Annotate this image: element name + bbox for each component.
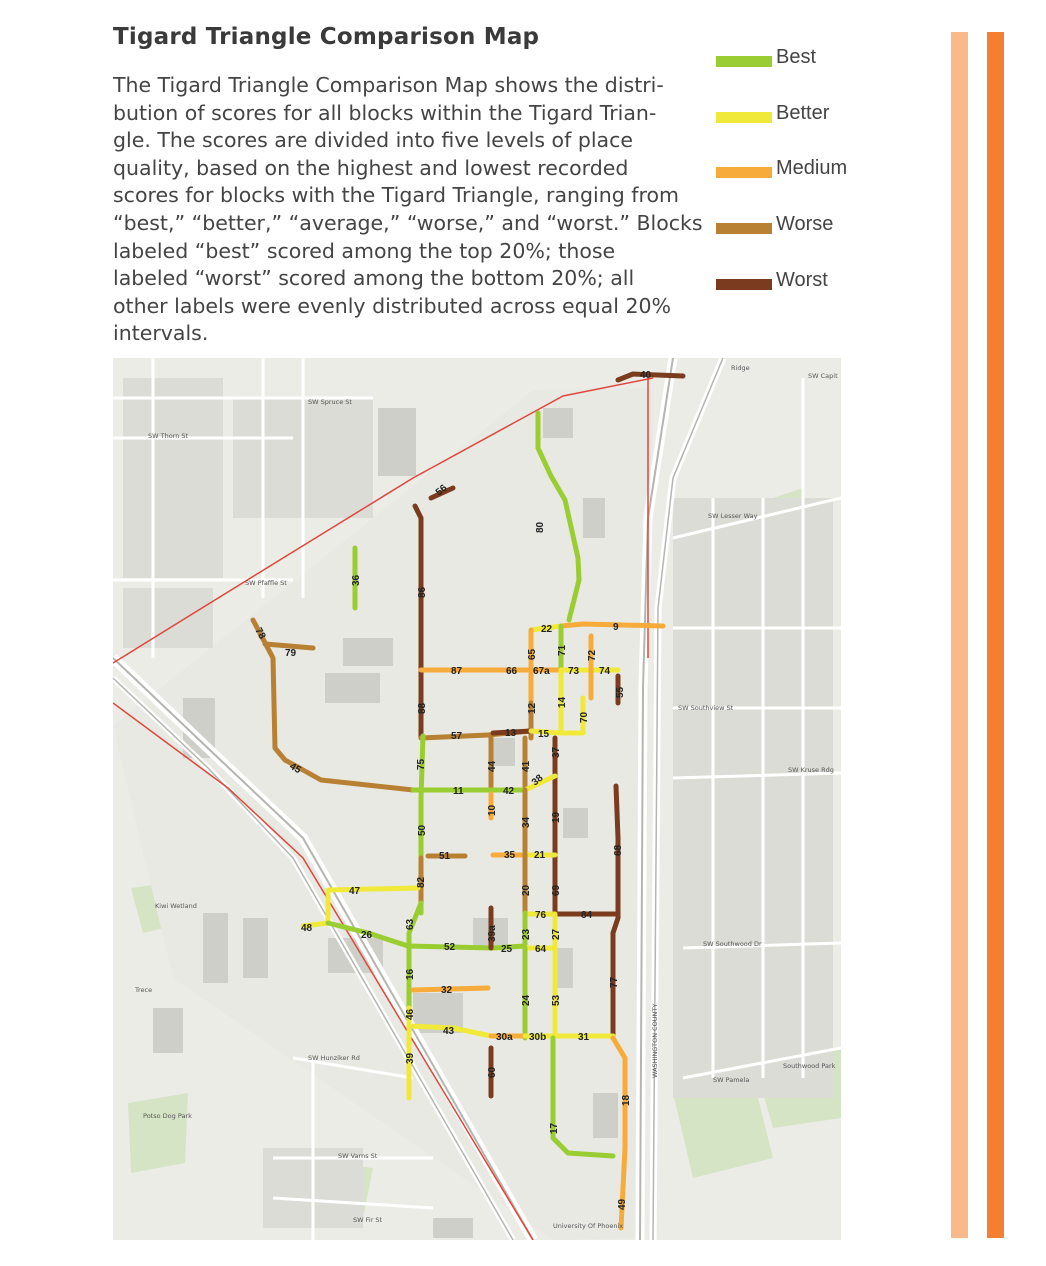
- segment-label: 31: [578, 1032, 590, 1043]
- map-canvas[interactable]: [113, 358, 841, 1240]
- segment-label: 69: [551, 884, 562, 896]
- description-line: intervals.: [113, 321, 209, 346]
- segment-label: 84: [581, 910, 593, 921]
- decorative-bar-dark: [987, 32, 1004, 1238]
- street-label: SW Spruce St: [308, 398, 352, 406]
- legend-swatch-medium: [716, 167, 772, 178]
- segment-label: 77: [609, 976, 620, 988]
- segment-label: 71: [557, 644, 568, 656]
- segment-label: 30b: [529, 1032, 547, 1043]
- segment-label: 39: [405, 1052, 416, 1064]
- legend-item-medium: [716, 157, 886, 187]
- segment-label: 47: [349, 886, 361, 897]
- segment-label: 67a: [533, 666, 550, 677]
- street-label: Kiwi Wetland: [155, 902, 197, 910]
- street-label: SW Southwood Dr: [703, 940, 762, 948]
- legend-label-best: Best: [776, 46, 817, 68]
- segment-label: 79: [285, 648, 297, 659]
- segment-label: 40: [640, 370, 652, 381]
- street-label: Potso Dog Park: [143, 1112, 192, 1120]
- decorative-bar-light: [951, 32, 968, 1238]
- segment-label: 9: [613, 622, 619, 633]
- map-title: Tigard Triangle Comparison Map: [113, 24, 540, 50]
- segment-label: 15: [538, 729, 550, 740]
- segment-label: 27: [551, 928, 562, 940]
- legend-swatch-worst: [716, 279, 772, 290]
- segment-label: 10: [487, 804, 498, 816]
- description-line: quality, based on the highest and lowest recorded: [113, 155, 629, 180]
- segment-label: 11: [453, 786, 464, 797]
- segment-label: 46: [405, 1008, 416, 1020]
- street-label: SW Thorn St: [148, 432, 189, 440]
- street-label: SW Pfaffle St: [245, 579, 287, 587]
- segment-label: 34: [521, 816, 532, 828]
- description-line: other labels were evenly distributed across equal 20%: [113, 293, 672, 318]
- segment-label: 75: [416, 758, 427, 770]
- segment-label: 32: [441, 985, 453, 996]
- description-line: The Tigard Triangle Comparison Map shows the distri-: [113, 73, 664, 97]
- street-label: SW Varns St: [338, 1152, 378, 1160]
- legend-label-better: Better: [776, 102, 830, 124]
- segment-label: 17: [549, 1122, 560, 1134]
- segment-label: 49: [617, 1198, 628, 1210]
- segment-label: 50: [417, 824, 428, 836]
- segment-label: 38: [529, 772, 546, 789]
- street-label: SW Capit: [808, 372, 838, 380]
- legend-item-worse: [716, 213, 886, 243]
- description-line: labeled “best” scored among the top 20%; those: [113, 238, 616, 263]
- street-label: Southwood Park: [783, 1062, 836, 1070]
- street-label: SW Pamela: [713, 1076, 750, 1084]
- segment-label: 35: [504, 850, 516, 861]
- segment-label: 45: [287, 761, 303, 777]
- segment-label: 68: [613, 844, 624, 856]
- segment-label: 73: [568, 666, 580, 677]
- segment-label: 26: [361, 930, 373, 941]
- segment-label: 80: [535, 521, 546, 533]
- legend-item-best: [716, 46, 886, 76]
- segment-label: 21: [534, 850, 546, 861]
- segment-label: 20: [521, 884, 532, 896]
- segment-label: 41: [521, 760, 532, 772]
- legend-item-better: [716, 102, 886, 132]
- legend-swatch-better: [716, 112, 772, 123]
- street-label: SW Fir St: [353, 1216, 383, 1224]
- segment-label: 82: [416, 876, 427, 888]
- segment-label: 88: [417, 702, 428, 714]
- segment-label: 87: [451, 666, 463, 677]
- legend-item-worst: [716, 269, 886, 299]
- segment-label: 39a: [487, 925, 498, 942]
- segment-label: 52: [444, 942, 456, 953]
- segment-label: 24: [521, 994, 532, 1006]
- segment-label: 18: [621, 1094, 632, 1106]
- map-description: [113, 72, 703, 348]
- segment-label: 36: [351, 574, 362, 586]
- segment-label: 63: [405, 918, 416, 930]
- segment-label: 37: [551, 746, 562, 758]
- legend-label-worst: Worst: [776, 269, 828, 291]
- legend-label-medium: Medium: [776, 157, 848, 179]
- street-label: SW Southview St: [678, 704, 734, 712]
- segment-9[interactable]: [561, 624, 663, 626]
- segment-label: 64: [535, 944, 547, 955]
- segment-label: 72: [587, 649, 598, 661]
- street-label: SW Kruse Rdg: [788, 766, 834, 774]
- segment-label: 86: [417, 586, 428, 598]
- segment-label: 16: [405, 968, 416, 980]
- street-label: WASHINGTON COUNTY: [651, 1003, 659, 1078]
- segment-label: 12: [527, 702, 538, 714]
- segment-label: 42: [503, 786, 515, 797]
- segment-label: 65: [527, 648, 538, 660]
- segment-label: 60: [487, 1066, 498, 1078]
- segment-label: 44: [487, 760, 498, 772]
- description-line: scores for blocks with the Tigard Triangle, ranging from: [113, 183, 679, 208]
- street-label: University Of Phoenix: [553, 1222, 624, 1230]
- segment-label: 66: [506, 666, 518, 677]
- segment-label: 51: [439, 851, 451, 862]
- legend-swatch-best: [716, 56, 772, 67]
- segment-label: 78: [252, 626, 268, 642]
- comparison-map[interactable]: [113, 358, 841, 1240]
- segment-label: 70: [579, 711, 590, 723]
- street-label: Ridge: [731, 364, 750, 372]
- street-label: Trece: [135, 986, 153, 994]
- segment-label: 76: [535, 910, 547, 921]
- segment-label: 53: [551, 994, 562, 1006]
- segment-label: 48: [301, 923, 313, 934]
- description-line: gle. The scores are divided into five levels of place: [113, 128, 633, 153]
- description-line: “best,” “better,” “average,” “worse,” and “worst.” Blocks: [113, 210, 703, 235]
- segment-label: 43: [443, 1026, 455, 1037]
- segment-label: 30a: [496, 1032, 513, 1043]
- segment-label: 74: [599, 666, 611, 677]
- segment-label: 56: [433, 482, 450, 499]
- legend-label-worse: Worse: [776, 213, 834, 235]
- segment-label: 22: [541, 624, 553, 635]
- description-line: bution of scores for all blocks within the Tigard Trian-: [113, 100, 657, 125]
- description-line: labeled “worst” scored among the bottom 20%; all: [113, 266, 635, 291]
- segment-label: 55: [615, 686, 626, 698]
- segment-label: 25: [501, 944, 513, 955]
- segment-label: 23: [521, 928, 532, 940]
- street-label: SW Lesser Way: [708, 512, 758, 520]
- segment-label: 19: [551, 811, 562, 823]
- legend-swatch-worse: [716, 223, 772, 234]
- segment-label: 14: [557, 696, 568, 708]
- segment-label: 57: [451, 731, 463, 742]
- segment-label: 13: [505, 728, 517, 739]
- street-label: SW Hunziker Rd: [308, 1054, 360, 1062]
